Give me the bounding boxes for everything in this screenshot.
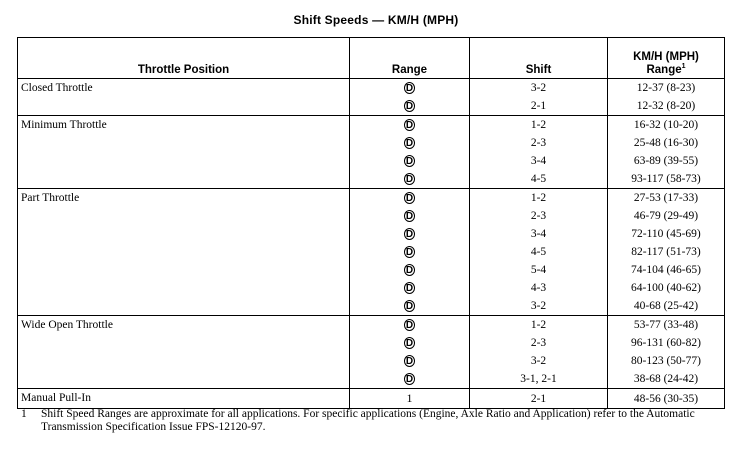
table-row bbox=[18, 152, 725, 170]
speed-range-cell: 38-68 (24-42) bbox=[608, 370, 725, 389]
range-cell bbox=[350, 243, 470, 261]
throttle-position-cell bbox=[18, 207, 350, 225]
header-shift: Shift bbox=[470, 38, 608, 79]
range-cell bbox=[350, 189, 470, 208]
range-cell bbox=[350, 116, 470, 135]
throttle-position-cell: Part Throttle bbox=[18, 189, 350, 208]
throttle-position-cell bbox=[18, 334, 350, 352]
throttle-position-cell bbox=[18, 279, 350, 297]
speed-range-cell: 12-32 (8-20) bbox=[608, 97, 725, 116]
range-cell bbox=[350, 261, 470, 279]
shift-cell: 3-4 bbox=[470, 152, 608, 170]
speed-range-cell: 46-79 (29-49) bbox=[608, 207, 725, 225]
throttle-position-cell: Minimum Throttle bbox=[18, 116, 350, 135]
throttle-position-cell bbox=[18, 134, 350, 152]
range-cell bbox=[350, 370, 470, 389]
range-cell bbox=[350, 334, 470, 352]
shift-cell: 1-2 bbox=[470, 116, 608, 135]
speed-range-cell: 82-117 (51-73) bbox=[608, 243, 725, 261]
shift-cell: 3-2 bbox=[470, 352, 608, 370]
shift-cell: 4-5 bbox=[470, 170, 608, 189]
shift-cell: 2-3 bbox=[470, 134, 608, 152]
table-row bbox=[18, 334, 725, 352]
range-cell bbox=[350, 79, 470, 98]
drive-range-icon: D bbox=[405, 338, 414, 350]
footnote-mark: 1 bbox=[21, 408, 27, 420]
speed-range-cell: 74-104 (46-65) bbox=[608, 261, 725, 279]
drive-range-icon: D bbox=[405, 83, 414, 95]
throttle-position-cell bbox=[18, 297, 350, 316]
range-cell bbox=[350, 225, 470, 243]
range-cell bbox=[350, 279, 470, 297]
shift-cell: 2-3 bbox=[470, 334, 608, 352]
table-row bbox=[18, 170, 725, 189]
throttle-position-cell bbox=[18, 261, 350, 279]
drive-range-icon: D bbox=[405, 120, 414, 132]
table-row bbox=[18, 225, 725, 243]
drive-range-icon: D bbox=[405, 283, 414, 295]
table-row bbox=[18, 116, 725, 135]
header-throttle-position: Throttle Position bbox=[18, 38, 350, 79]
speed-range-cell: 80-123 (50-77) bbox=[608, 352, 725, 370]
shift-cell: 2-1 bbox=[470, 97, 608, 116]
table-row bbox=[18, 279, 725, 297]
table-row bbox=[18, 243, 725, 261]
throttle-position-cell bbox=[18, 97, 350, 116]
drive-range-icon: D bbox=[405, 265, 414, 277]
range-cell bbox=[350, 134, 470, 152]
throttle-position-cell: Manual Pull-In bbox=[18, 389, 350, 409]
range-cell bbox=[350, 352, 470, 370]
header-row bbox=[18, 38, 725, 79]
table-row bbox=[18, 79, 725, 98]
table-row bbox=[18, 370, 725, 389]
shift-cell: 3-1, 2-1 bbox=[470, 370, 608, 389]
shift-cell: 1-2 bbox=[470, 189, 608, 208]
throttle-position-cell: Closed Throttle bbox=[18, 79, 350, 98]
shift-cell: 2-3 bbox=[470, 207, 608, 225]
speed-range-cell: 16-32 (10-20) bbox=[608, 116, 725, 135]
range-cell bbox=[350, 170, 470, 189]
table-row bbox=[18, 352, 725, 370]
header-speed-units: KM/H (MPH) bbox=[633, 51, 699, 64]
throttle-position-cell bbox=[18, 170, 350, 189]
speed-range-cell: 96-131 (60-82) bbox=[608, 334, 725, 352]
shift-cell: 4-3 bbox=[470, 279, 608, 297]
shift-cell: 3-2 bbox=[470, 297, 608, 316]
speed-range-cell: 93-117 (58-73) bbox=[608, 170, 725, 189]
table-row bbox=[18, 389, 725, 409]
speed-range-cell: 72-110 (45-69) bbox=[608, 225, 725, 243]
range-cell bbox=[350, 207, 470, 225]
table-row bbox=[18, 134, 725, 152]
range-cell bbox=[350, 97, 470, 116]
speed-range-cell: 63-89 (39-55) bbox=[608, 152, 725, 170]
drive-range-icon: D bbox=[405, 211, 414, 223]
range-value: 1 bbox=[406, 391, 413, 405]
header-speed-range bbox=[608, 38, 725, 79]
range-cell bbox=[350, 297, 470, 316]
throttle-position-cell: Wide Open Throttle bbox=[18, 316, 350, 335]
shift-cell: 5-4 bbox=[470, 261, 608, 279]
header-speed-range-label: Range bbox=[646, 64, 682, 76]
shift-cell: 4-5 bbox=[470, 243, 608, 261]
table-row bbox=[18, 297, 725, 316]
throttle-position-cell bbox=[18, 152, 350, 170]
table-row bbox=[18, 261, 725, 279]
speed-range-cell: 64-100 (40-62) bbox=[608, 279, 725, 297]
drive-range-icon: D bbox=[405, 301, 414, 313]
table-row bbox=[18, 207, 725, 225]
footnote-marker: 1 bbox=[681, 63, 686, 71]
throttle-position-cell bbox=[18, 352, 350, 370]
drive-range-icon: D bbox=[405, 320, 414, 332]
throttle-position-cell bbox=[18, 370, 350, 389]
drive-range-icon: D bbox=[405, 138, 414, 150]
throttle-position-cell bbox=[18, 225, 350, 243]
shift-speeds-table bbox=[17, 37, 725, 409]
drive-range-icon: D bbox=[405, 174, 414, 186]
speed-range-cell: 12-37 (8-23) bbox=[608, 79, 725, 98]
speed-range-cell: 40-68 (25-42) bbox=[608, 297, 725, 316]
footnote-text: Shift Speed Ranges are approximate for all applications. For specific applications (Engine, Axle Ratio and Application) refer to the Automatic Transmission Specification Issue FPS-12120-97. bbox=[41, 408, 695, 433]
range-cell bbox=[350, 152, 470, 170]
drive-range-icon: D bbox=[405, 156, 414, 168]
drive-range-icon: D bbox=[405, 101, 414, 113]
drive-range-icon: D bbox=[405, 193, 414, 205]
range-cell bbox=[350, 316, 470, 335]
drive-range-icon: D bbox=[405, 374, 414, 386]
speed-range-cell: 25-48 (16-30) bbox=[608, 134, 725, 152]
drive-range-icon: D bbox=[405, 229, 414, 241]
range-cell bbox=[350, 389, 470, 409]
table-row bbox=[18, 316, 725, 335]
drive-range-icon: D bbox=[405, 247, 414, 259]
table-title: Shift Speeds — KM/H (MPH) bbox=[293, 13, 459, 27]
table-row bbox=[18, 189, 725, 208]
table-row bbox=[18, 97, 725, 116]
shift-cell: 2-1 bbox=[470, 389, 608, 409]
speed-range-cell: 27-53 (17-33) bbox=[608, 189, 725, 208]
speed-range-cell: 53-77 (33-48) bbox=[608, 316, 725, 335]
speed-range-cell: 48-56 (30-35) bbox=[608, 389, 725, 409]
shift-cell: 1-2 bbox=[470, 316, 608, 335]
shift-cell: 3-4 bbox=[470, 225, 608, 243]
throttle-position-cell bbox=[18, 243, 350, 261]
drive-range-icon: D bbox=[405, 356, 414, 368]
header-range: Range bbox=[350, 38, 470, 79]
shift-cell: 3-2 bbox=[470, 79, 608, 98]
